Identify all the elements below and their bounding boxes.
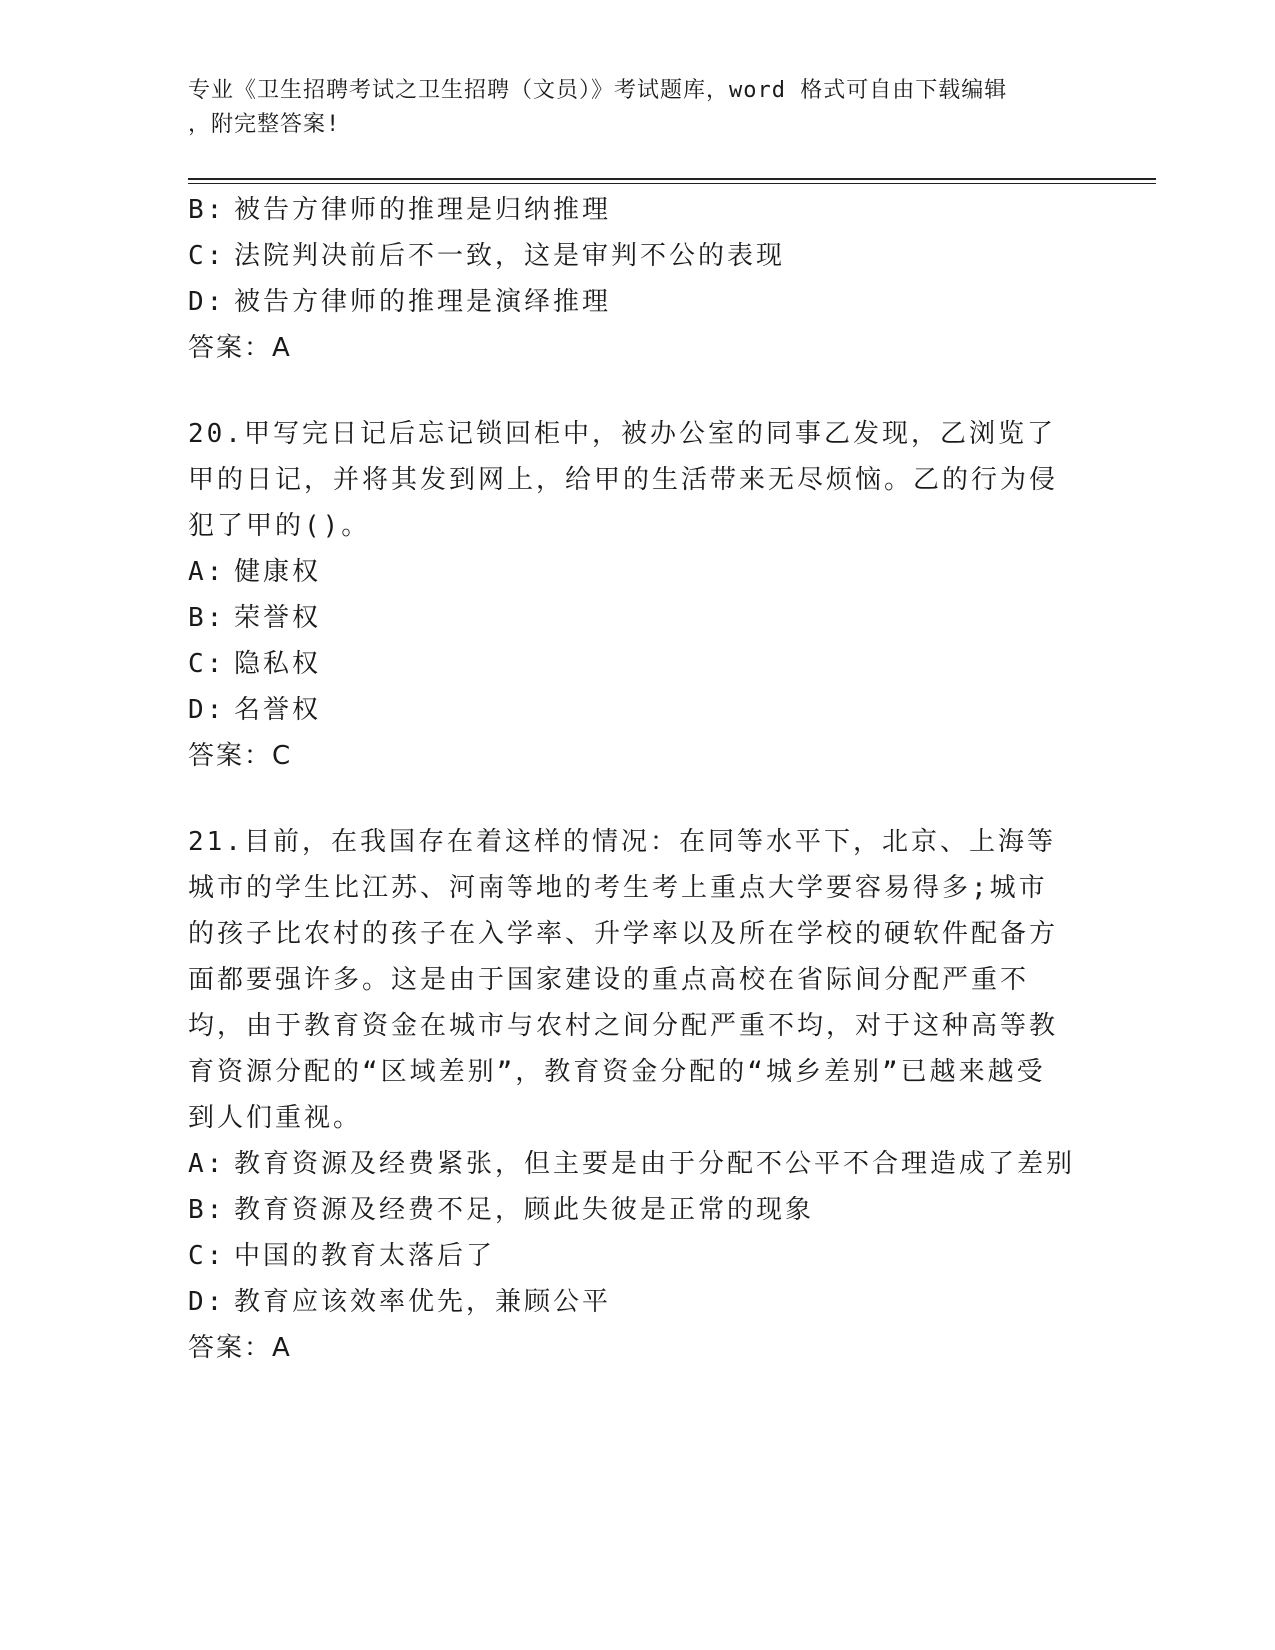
option-label: B: <box>188 1195 226 1225</box>
option-label: D: <box>188 1287 226 1317</box>
option-d <box>188 279 1068 325</box>
option-text: 法院判决前后不一致，这是审判不公的表现 <box>234 241 786 271</box>
option-text: 教育资源及经费紧张，但主要是由于分配不公平不合理造成了差别 <box>234 1149 1076 1179</box>
option-label: B: <box>188 195 226 225</box>
option-label: A: <box>188 557 226 587</box>
answer-line: 答案：A <box>188 1333 292 1363</box>
option-label: C: <box>188 241 226 271</box>
option-d <box>188 1279 1068 1325</box>
option-label: C: <box>188 649 226 679</box>
option-b <box>188 187 1068 233</box>
option-c <box>188 1233 1068 1279</box>
prev-question-block <box>188 187 1068 371</box>
option-label: D: <box>188 287 226 317</box>
answer-line: 答案：A <box>188 333 292 363</box>
option-a <box>188 1141 1076 1187</box>
option-text: 隐私权 <box>234 649 322 679</box>
question-text: 20.甲写完日记后忘记锁回柜中，被办公室的同事乙发现，乙浏览了甲的日记，并将其发到网上，给甲的生活带来无尽烦恼。乙的行为侵犯了甲的()。 <box>188 419 1059 541</box>
option-c <box>188 233 1068 279</box>
option-b <box>188 595 1068 641</box>
option-label: A: <box>188 1149 226 1179</box>
header-line-2: ，附完整答案! <box>188 112 341 137</box>
option-text: 教育资源及经费不足，顾此失彼是正常的现象 <box>234 1195 815 1225</box>
option-label: D: <box>188 695 226 725</box>
question-21-block <box>188 819 1076 1371</box>
question-20-block <box>188 411 1068 779</box>
header-line-1: 专业《卫生招聘考试之卫生招聘（文员）》考试题库，word 格式可自由下载编辑 <box>188 78 1008 103</box>
header-divider-thin <box>188 183 1156 184</box>
option-a <box>188 549 1068 595</box>
option-text: 被告方律师的推理是演绎推理 <box>234 287 612 317</box>
option-b <box>188 1187 1068 1233</box>
option-text: 中国的教育太落后了 <box>234 1241 496 1271</box>
answer-line: 答案：C <box>188 741 293 771</box>
document-body <box>188 187 1076 1371</box>
option-c <box>188 641 1068 687</box>
question-text: 21.目前，在我国存在着这样的情况：在同等水平下，北京、上海等城市的学生比江苏、河南等地的考生考上重点大学要容易得多;城市的孩子比农村的孩子在入学率、升学率以及所在学校的硬软件配备方面都要强许多。这是由于国家建设的重点高校在省际间分配严重不均，由于教育资金在城市与农村之间分配严重不均，对于这种高等教育资源分配的“区域差别”，教育资金分配的“城乡差别”已越来越受到人们重视。 <box>188 827 1059 1133</box>
option-label: B: <box>188 603 226 633</box>
option-label: C: <box>188 1241 226 1271</box>
option-d <box>188 687 1068 733</box>
page-header <box>188 74 1068 142</box>
option-text: 健康权 <box>234 557 322 587</box>
option-text: 教育应该效率优先，兼顾公平 <box>234 1287 612 1317</box>
option-text: 被告方律师的推理是归纳推理 <box>234 195 612 225</box>
option-text: 荣誉权 <box>234 603 322 633</box>
option-text: 名誉权 <box>234 695 322 725</box>
header-divider <box>188 178 1156 180</box>
